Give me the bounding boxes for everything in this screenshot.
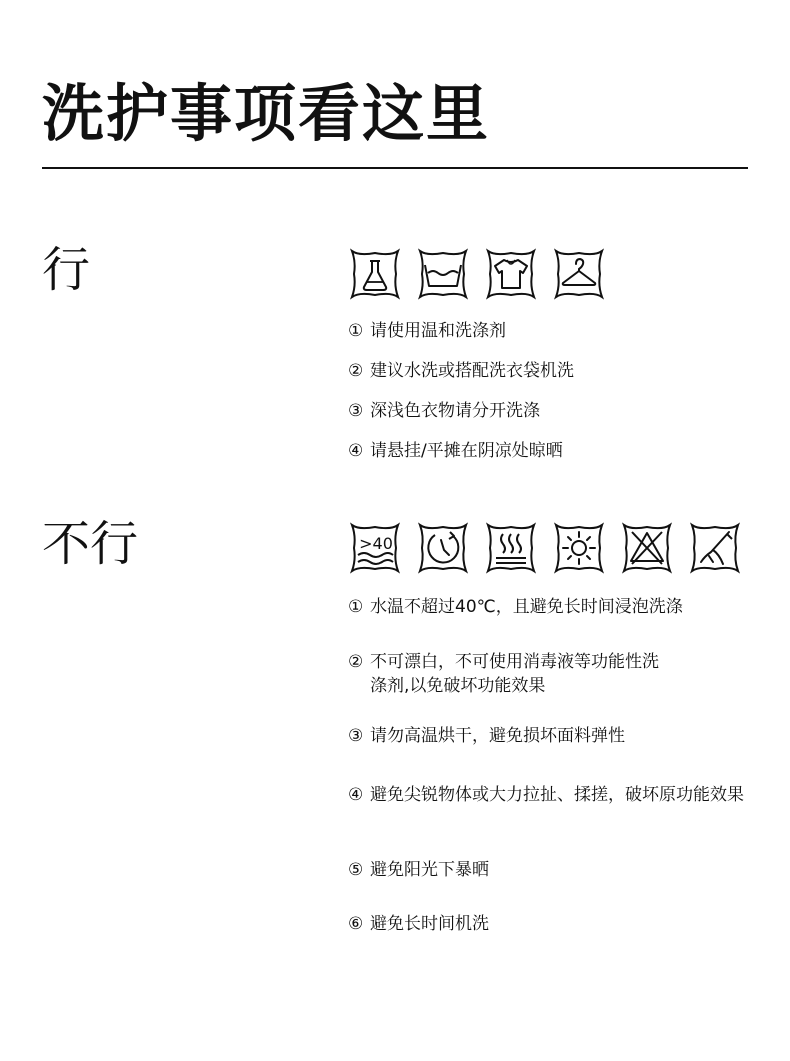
no-long-soak-timer-icon	[417, 522, 469, 574]
list-item: ① 请使用温和洗涤剂	[348, 321, 506, 341]
dont-section-label: 不行	[42, 516, 139, 572]
hang-dry-icon	[553, 248, 605, 300]
dont-icon-row	[349, 522, 741, 574]
do-icon-row	[349, 248, 605, 300]
list-item: ③ 请勿高温烘干，避免损坏面料弹性	[348, 726, 625, 746]
no-sun-icon	[553, 522, 605, 574]
no-heat-dry-icon	[485, 522, 537, 574]
list-item: ⑥ 避免长时间机洗	[348, 914, 489, 934]
laundry-bag-shirt-icon	[485, 248, 537, 300]
water-over-40-icon	[349, 522, 401, 574]
list-item: ② 不可漂白，不可使用消毒液等功能性洗涤剂,以免破坏功能效果	[348, 652, 659, 696]
list-item: ④ 请悬挂/平摊在阴凉处晾晒	[348, 441, 563, 461]
list-item: ① 水温不超过40℃，且避免长时间浸泡洗涤	[348, 597, 683, 617]
hand-wash-basin-icon	[417, 248, 469, 300]
list-item: ⑤ 避免阳光下暴晒	[348, 860, 489, 880]
do-section-label: 行	[42, 242, 91, 298]
no-sharp-object-icon	[689, 522, 741, 574]
page-title: 洗护事项看这里	[42, 77, 491, 150]
water-temp-label: >40	[359, 534, 393, 553]
mild-detergent-icon	[349, 248, 401, 300]
list-item: ③ 深浅色衣物请分开洗涤	[348, 401, 540, 421]
no-bleach-icon	[621, 522, 673, 574]
title-divider	[42, 167, 748, 169]
list-item: ④ 避免尖锐物体或大力拉扯、揉搓，破坏原功能效果	[348, 785, 744, 805]
list-item: ② 建议水洗或搭配洗衣袋机洗	[348, 361, 574, 381]
